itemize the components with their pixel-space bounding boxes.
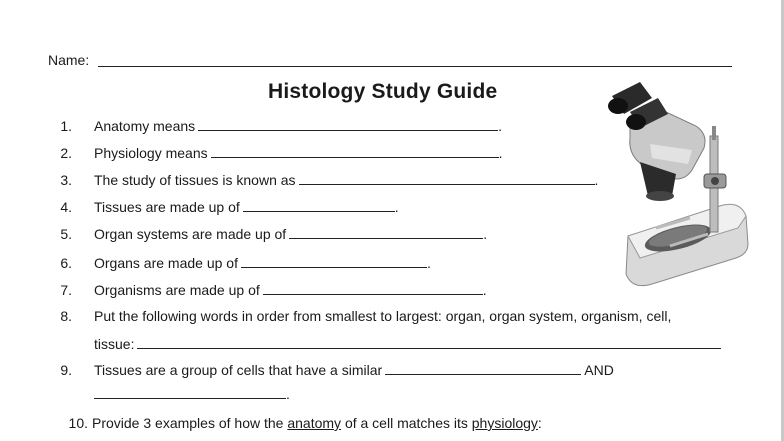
- question-8-continued: tissue:: [94, 336, 721, 352]
- name-field[interactable]: [98, 66, 732, 67]
- answer-blank-2[interactable]: [211, 145, 499, 158]
- name-label: Name:: [48, 52, 90, 68]
- answer-blank-3[interactable]: [299, 172, 595, 185]
- answer-blank-4[interactable]: [243, 199, 395, 212]
- answer-blank-9a[interactable]: [385, 362, 581, 375]
- answer-blank-1[interactable]: [198, 118, 498, 131]
- answer-blank-9b[interactable]: [94, 386, 286, 399]
- answer-blank-7[interactable]: [263, 282, 483, 295]
- answer-blank-5[interactable]: [289, 226, 483, 239]
- page-title: Histology Study Guide: [268, 80, 498, 103]
- answer-blank-6[interactable]: [241, 255, 427, 268]
- microscope-icon: [600, 78, 752, 300]
- question-9-continued: .: [94, 386, 290, 402]
- answer-blank-8[interactable]: [137, 336, 721, 349]
